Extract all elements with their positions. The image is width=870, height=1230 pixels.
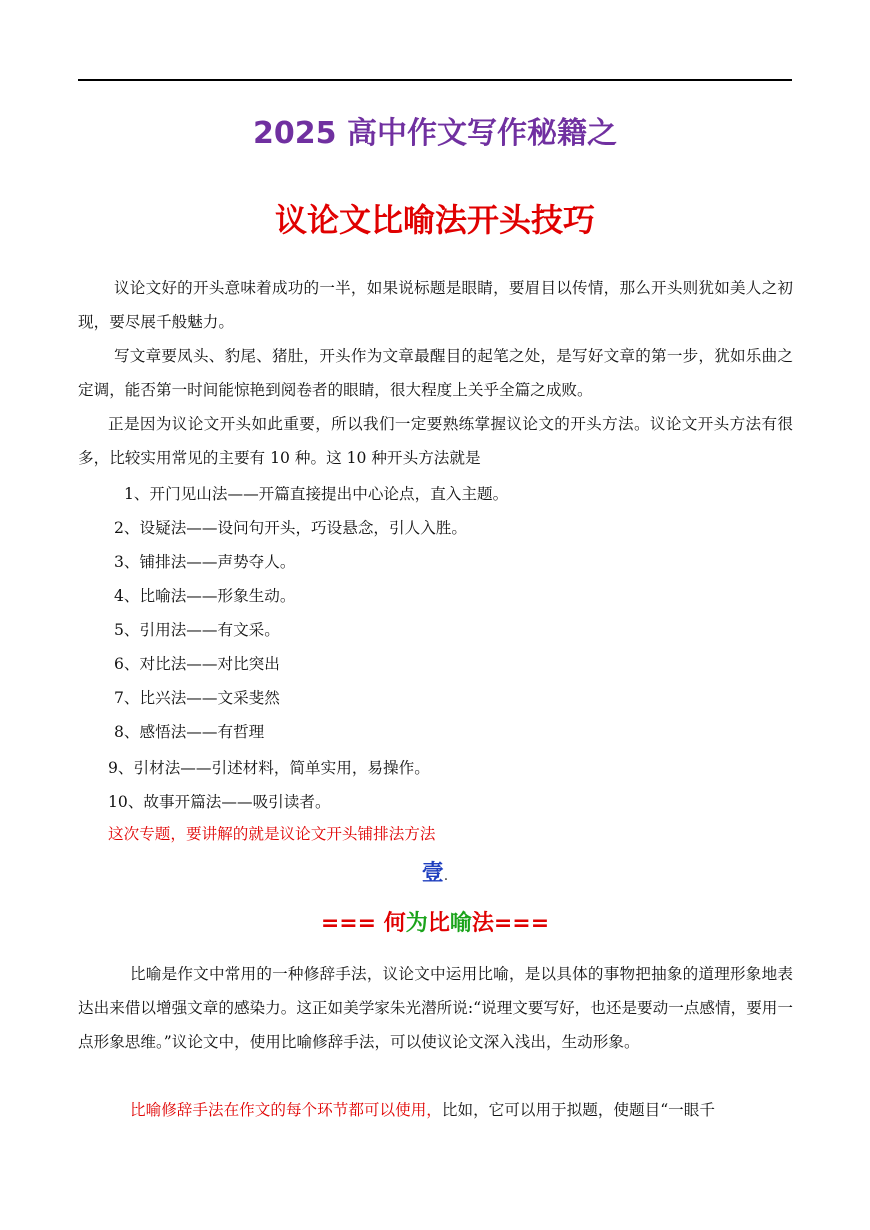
body-paragraph-1: 比喻是作文中常用的一种修辞手法，议论文中运用比喻，是以具体的事物把抽象的道理形象地表达出来借以增强文章的感染力。这正如美学家朱光潜所说:“说理文要写好，也还是要动一点感情，要用一点形象思维。”议论文中，使用比喻修辞手法，可以使议论文深入浅出，生动形象。 bbox=[78, 965, 793, 1051]
heading-char-wei: 为 bbox=[405, 911, 428, 936]
section-heading bbox=[0, 908, 870, 940]
heading-char-bi: 比 bbox=[427, 911, 450, 936]
method-item: 5、引用法——有文采。 bbox=[114, 621, 280, 639]
title-line-1: 2025 高中作文写作秘籍之 bbox=[253, 116, 617, 151]
intro-paragraph-3: 正是因为议论文开头如此重要，所以我们一定要熟练掌握议论文的开头方法。议论文开头方法有很多，比较实用常见的主要有 10 种。这 10 种开头方法就是 bbox=[78, 415, 793, 467]
method-item: 9、引材法——引述材料，简单实用，易操作。 bbox=[108, 759, 430, 777]
heading-char-fa: 法 bbox=[471, 911, 494, 936]
method-item: 8、感悟法——有哲理 bbox=[114, 723, 265, 741]
body-paragraph-2-text: 比如，它可以用于拟题，使题目“一眼千 bbox=[441, 1101, 715, 1119]
heading-char-yu: 喻 bbox=[449, 911, 472, 936]
body-paragraph-2 bbox=[78, 1093, 793, 1127]
heading-prefix: === bbox=[320, 911, 384, 936]
topic-note: 这次专题，要讲解的就是议论文开头铺排法方法 bbox=[108, 825, 436, 843]
body-paragraph-2-highlight: 比喻修辞手法在作文的每个环节都可以使用， bbox=[130, 1101, 442, 1119]
heading-suffix: === bbox=[493, 911, 550, 936]
intro-paragraph-2: 写文章要凤头、豹尾、猪肚，开头作为文章最醒目的起笔之处，是写好文章的第一步，犹如乐曲之定调，能否第一时间能惊艳到阅卷者的眼睛，很大程度上关乎全篇之成败。 bbox=[78, 347, 793, 399]
title-line-2: 议论文比喻法开头技巧 bbox=[274, 201, 595, 239]
method-item: 10、故事开篇法——吸引读者。 bbox=[108, 793, 331, 811]
method-item: 3、铺排法——声势夺人。 bbox=[114, 553, 296, 571]
section-number-text: 壹 bbox=[421, 861, 444, 886]
section-number bbox=[0, 858, 870, 892]
method-item: 2、设疑法——设问句开头，巧设悬念，引人入胜。 bbox=[114, 519, 467, 537]
heading-char-he: 何 bbox=[383, 911, 406, 936]
method-item: 1、开门见山法——开篇直接提出中心论点，直入主题。 bbox=[124, 485, 509, 503]
method-item: 7、比兴法——文采斐然 bbox=[114, 689, 280, 707]
section-number-dot: . bbox=[443, 868, 449, 884]
method-item: 4、比喻法——形象生动。 bbox=[114, 587, 296, 605]
method-item: 6、对比法——对比突出 bbox=[114, 655, 280, 673]
intro-paragraph-1: 议论文好的开头意味着成功的一半，如果说标题是眼睛，要眉目以传情，那么开头则犹如美人之初现，要尽展千般魅力。 bbox=[78, 279, 793, 331]
header-rule bbox=[78, 79, 792, 81]
